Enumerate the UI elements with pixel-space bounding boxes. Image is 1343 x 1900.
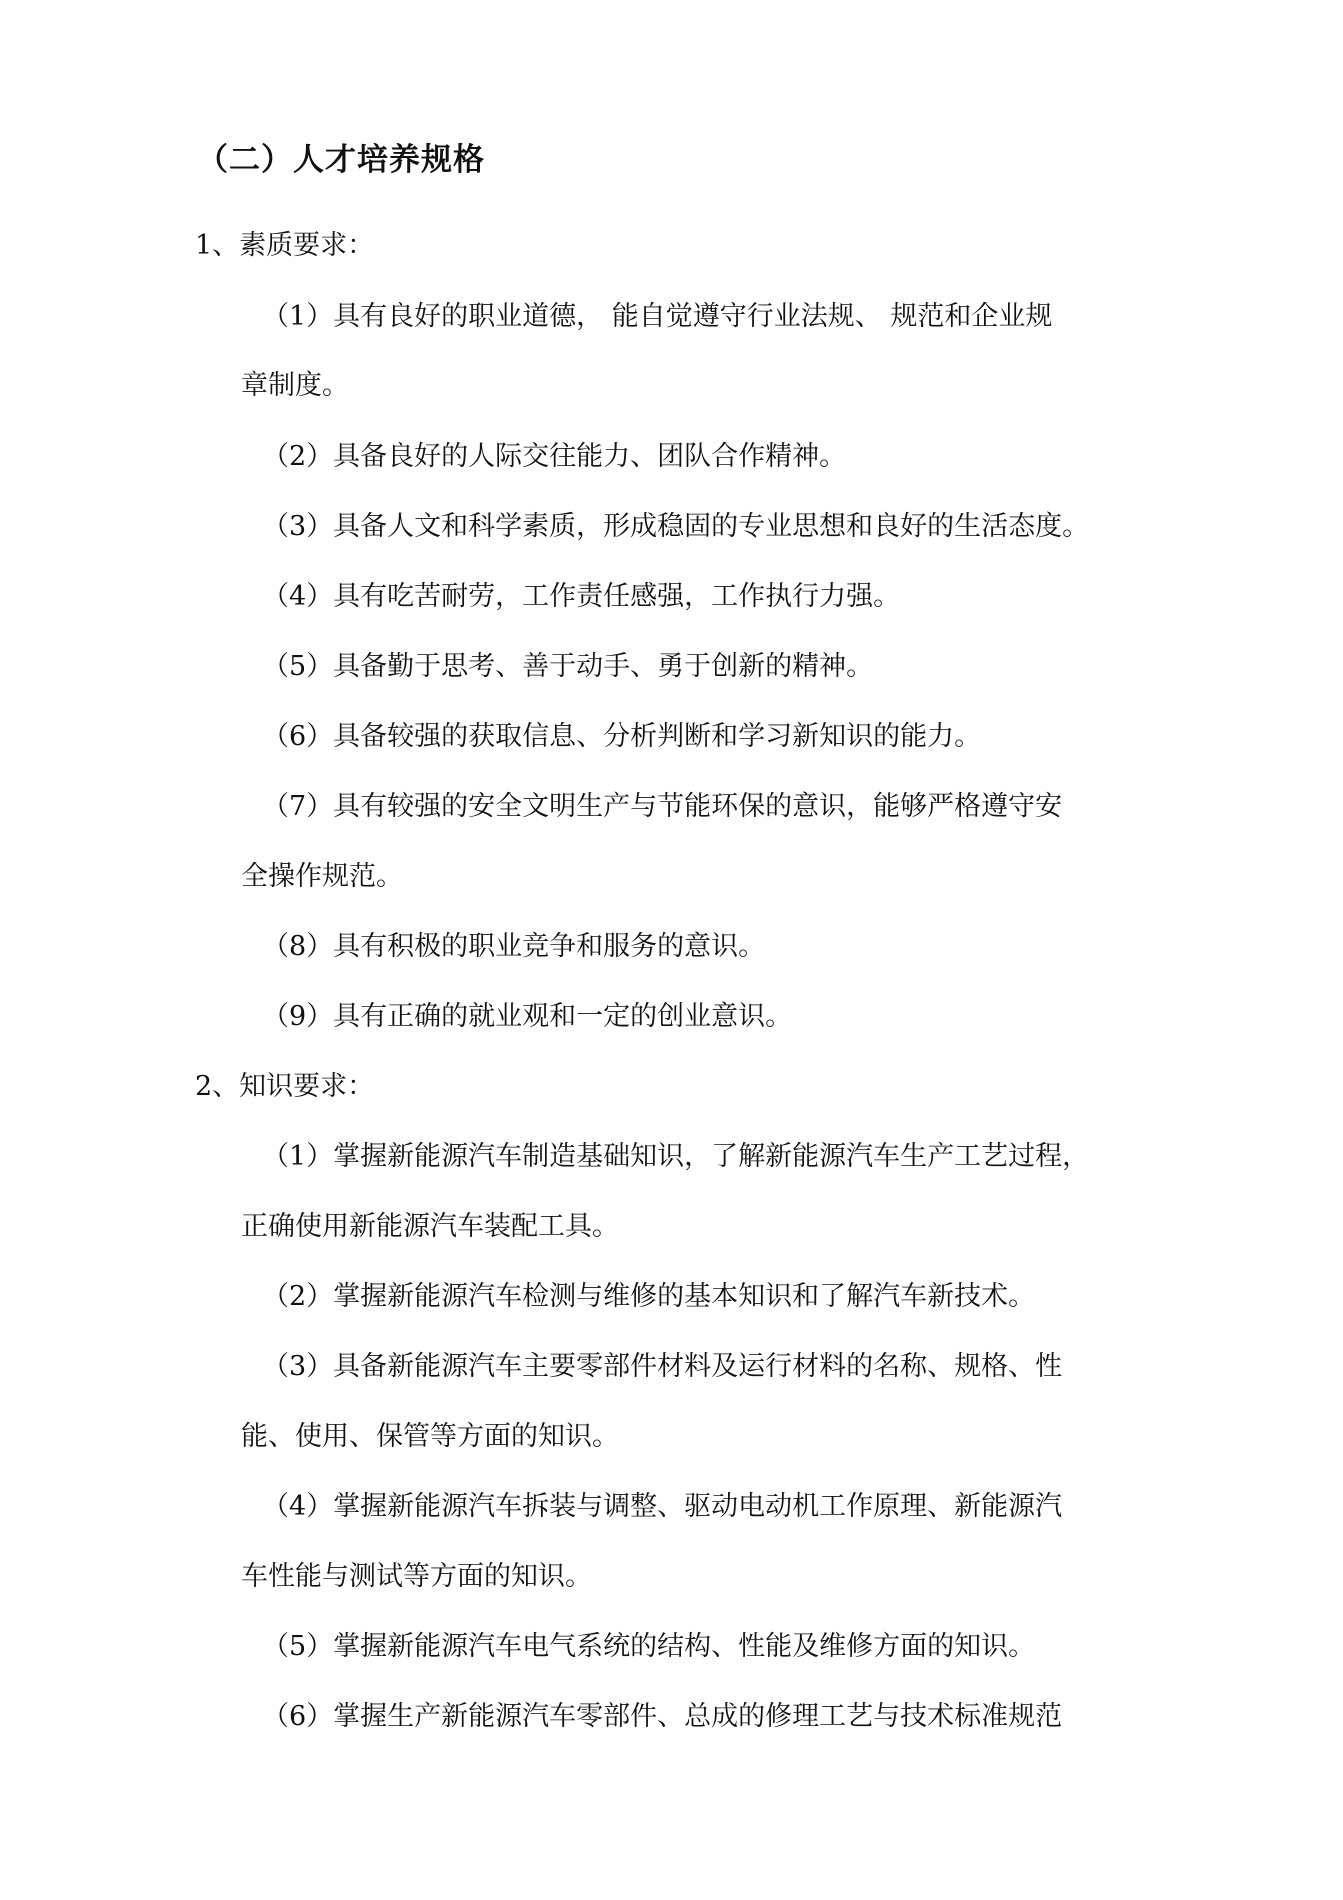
list-item: （5）掌握新能源汽车电气系统的结构、性能及维修方面的知识。 <box>262 1631 1036 1662</box>
list-item: （4）掌握新能源汽车拆装与调整、驱动电动机工作原理、新能源汽 <box>262 1491 1063 1522</box>
list-item: （1）具有良好的职业道德， 能自觉遵守行业法规、 规范和企业规 <box>262 301 1053 332</box>
list-item: （7）具有较强的安全文明生产与节能环保的意识，能够严格遵守安 <box>262 791 1063 822</box>
list-item-continuation: 全操作规范。 <box>241 861 403 892</box>
section-heading: （二）人才培养规格 <box>197 142 485 178</box>
list-item: （6）掌握生产新能源汽车零部件、总成的修理工艺与技术标准规范 <box>262 1701 1063 1732</box>
list-item: （4）具有吃苦耐劳，工作责任感强，工作执行力强。 <box>262 581 901 612</box>
list-item: （2）掌握新能源汽车检测与维修的基本知识和了解汽车新技术。 <box>262 1281 1036 1312</box>
list-item: （8）具有积极的职业竞争和服务的意识。 <box>262 931 766 962</box>
subsection-title-knowledge: 2、知识要求： <box>195 1071 375 1102</box>
list-item-continuation: 能、使用、保管等方面的知识。 <box>241 1421 619 1452</box>
list-item-continuation: 车性能与测试等方面的知识。 <box>241 1561 592 1592</box>
list-item-continuation: 章制度。 <box>241 370 349 401</box>
subsection-title-quality: 1、素质要求： <box>195 230 375 261</box>
list-item: （6）具备较强的获取信息、分析判断和学习新知识的能力。 <box>262 721 982 752</box>
list-item: （3）具备人文和科学素质，形成稳固的专业思想和良好的生活态度。 <box>262 511 1090 542</box>
list-item-continuation: 正确使用新能源汽车装配工具。 <box>241 1211 619 1242</box>
list-item: （3）具备新能源汽车主要零部件材料及运行材料的名称、规格、性 <box>262 1351 1063 1382</box>
list-item: （2）具备良好的人际交往能力、团队合作精神。 <box>262 441 847 472</box>
list-item: （5）具备勤于思考、善于动手、勇于创新的精神。 <box>262 651 874 682</box>
list-item: （1）掌握新能源汽车制造基础知识，了解新能源汽车生产工艺过程， <box>262 1141 1090 1172</box>
list-item: （9）具有正确的就业观和一定的创业意识。 <box>262 1001 793 1032</box>
